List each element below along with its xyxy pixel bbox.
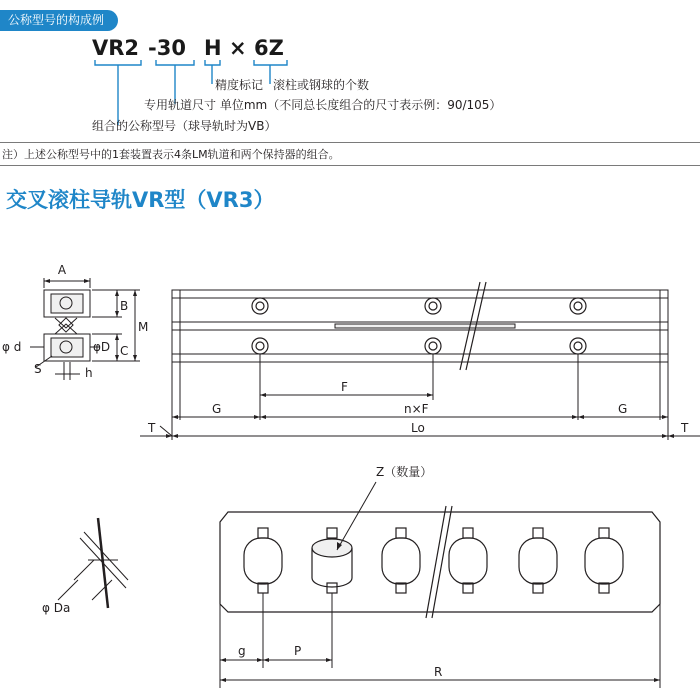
dim-label-t-right: T xyxy=(681,421,689,435)
rail-front-view xyxy=(140,282,700,440)
model-code-times: × xyxy=(229,36,247,60)
dim-label-m: M xyxy=(138,320,149,334)
model-code-series: VR2 xyxy=(92,36,140,60)
dim-label-h: h xyxy=(85,366,93,380)
section-tag: 公称型号的构成例 xyxy=(0,10,118,31)
dim-label-g-right: G xyxy=(618,402,628,416)
dim-label-da: φ Da xyxy=(42,601,71,615)
dim-label-big-d: φD xyxy=(93,340,111,354)
dim-label-g-left: G xyxy=(212,402,222,416)
annotation-combination: 组合的公称型号（球导轨时为VB） xyxy=(92,119,277,133)
annotation-rollers: 滚柱或钢球的个数 xyxy=(273,78,370,92)
dim-label-z: Z（数量） xyxy=(376,465,433,479)
roller-side-view xyxy=(58,518,128,608)
dim-label-a: A xyxy=(57,263,67,277)
rail-cross-section xyxy=(30,278,140,380)
dim-label-s: S xyxy=(34,362,42,376)
dim-label-t-left: T xyxy=(148,421,156,435)
dim-label-r: R xyxy=(434,665,443,679)
dim-label-lo: Lo xyxy=(411,421,425,435)
note-text: 注）上述公称型号中的1套装置表示4条LM轨道和两个保持器的组合。 xyxy=(2,148,340,161)
model-code-rollers: 6Z xyxy=(254,36,284,60)
annotation-rail-length: 专用轨道尺寸 单位mm（不同总长度组合的尺寸表示例：90/105） xyxy=(144,98,502,112)
dim-label-p: P xyxy=(294,644,302,658)
dim-label-d: φ d xyxy=(2,340,22,354)
section-title: 交叉滚柱导轨VR型（VR3） xyxy=(6,188,275,212)
cage-plan-view xyxy=(220,506,660,618)
dim-label-b: B xyxy=(120,299,129,313)
annotation-precision: 精度标记 xyxy=(215,78,264,92)
dim-label-c: C xyxy=(120,344,129,358)
model-code-precision: H xyxy=(204,36,222,60)
dim-label-f: F xyxy=(341,380,348,394)
model-code-length: -30 xyxy=(148,36,186,60)
dim-label-nf: n×F xyxy=(404,402,429,416)
dim-label-g-small: g xyxy=(238,644,246,658)
